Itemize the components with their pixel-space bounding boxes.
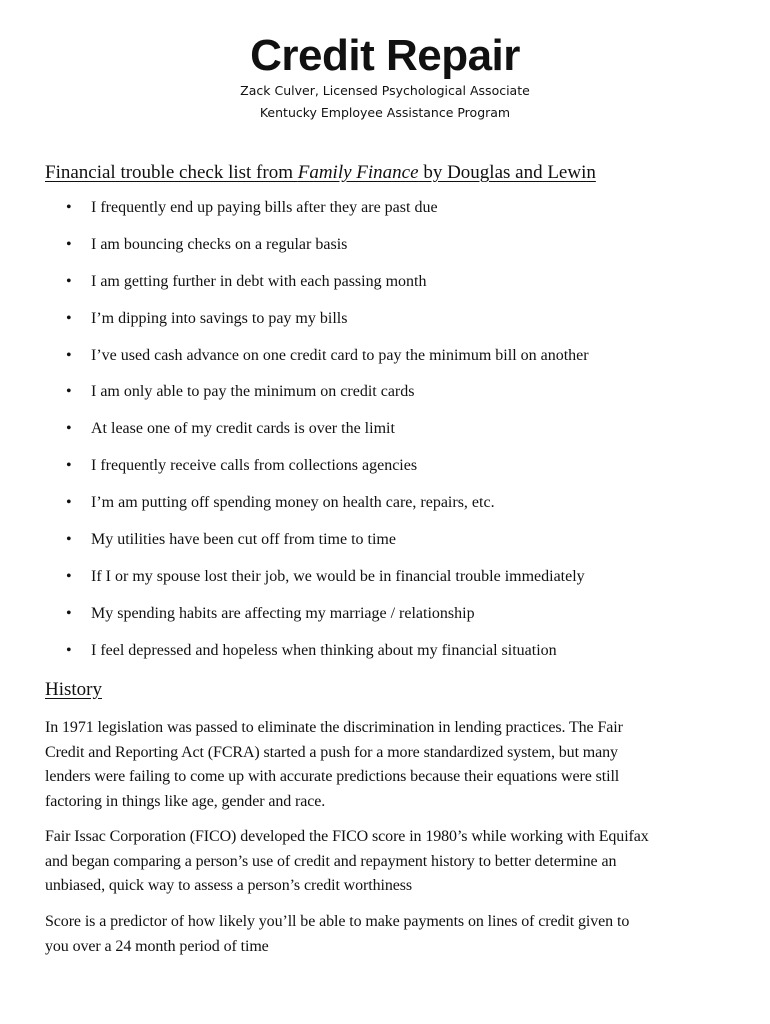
checklist-item xyxy=(0,381,770,418)
checklist-item xyxy=(0,271,770,308)
checklist-item xyxy=(0,492,770,529)
page-title: Credit Repair xyxy=(250,31,520,80)
financial-trouble-checklist xyxy=(0,197,770,677)
bullet-icon: • xyxy=(66,567,72,585)
paragraph-line: Fair Issac Corporation (FICO) developed the FICO score in 1980’s while working with Equifax xyxy=(45,828,649,845)
checklist-item-text: I am getting further in debt with each passing month xyxy=(91,272,427,290)
history-paragraph-score xyxy=(45,910,735,959)
checklist-item xyxy=(0,529,770,566)
checklist-item xyxy=(0,603,770,640)
checklist-heading xyxy=(45,161,596,185)
bullet-icon: • xyxy=(66,346,72,364)
checklist-item-text: My spending habits are affecting my marriage / relationship xyxy=(91,604,475,622)
author-line: Zack Culver, Licensed Psychological Associate xyxy=(240,83,530,98)
paragraph-line: Credit and Reporting Act (FCRA) started a push for a more standardized system, but many xyxy=(45,743,618,761)
bullet-icon: • xyxy=(66,199,72,216)
checklist-item-text: At lease one of my credit cards is over the limit xyxy=(91,420,395,438)
paragraph-line: Score is a predictor of how likely you’ll be able to make payments on lines of credit given to xyxy=(45,913,630,930)
bullet-icon: • xyxy=(66,494,72,512)
bullet-icon: • xyxy=(66,420,72,438)
history-paragraph-fcra xyxy=(45,716,735,814)
checklist-item xyxy=(0,197,770,234)
checklist-item-text: I feel depressed and hopeless when thinking about my financial situation xyxy=(91,641,557,659)
checklist-item xyxy=(0,234,770,271)
bullet-icon: • xyxy=(66,457,72,475)
paragraph-line: lenders were failing to come up with accurate predictions because their equations were still xyxy=(45,768,620,785)
history-heading: History xyxy=(45,679,102,700)
checklist-item-text: I am bouncing checks on a regular basis xyxy=(91,235,348,253)
checklist-heading-prefix: Financial trouble check list from xyxy=(45,162,298,183)
paragraph-line: unbiased, quick way to assess a person’s credit worthiness xyxy=(45,877,413,894)
checklist-item-text: I frequently receive calls from collections agencies xyxy=(91,457,418,475)
checklist-item xyxy=(0,418,770,455)
bullet-icon: • xyxy=(66,383,72,401)
bullet-icon: • xyxy=(66,235,72,253)
paragraph-line: and began comparing a person’s use of credit and repayment history to better determine an xyxy=(45,852,617,870)
checklist-item xyxy=(0,455,770,492)
bullet-icon: • xyxy=(66,309,72,327)
checklist-item xyxy=(0,640,770,677)
paragraph-line: In 1971 legislation was passed to eliminate the discrimination in lending practices. The Fair xyxy=(45,719,623,736)
bullet-icon: • xyxy=(66,531,72,549)
checklist-heading-book-title: Family Finance xyxy=(297,162,419,183)
bullet-icon: • xyxy=(66,272,72,290)
checklist-heading-suffix: by Douglas and Lewin xyxy=(418,162,596,183)
checklist-item-text: I’ve used cash advance on one credit card to pay the minimum bill on another xyxy=(91,346,589,364)
bullet-icon: • xyxy=(66,604,72,622)
checklist-item-text: If I or my spouse lost their job, we would be in financial trouble immediately xyxy=(91,567,585,585)
checklist-item-text: I frequently end up paying bills after they are past due xyxy=(91,199,438,216)
bullet-icon: • xyxy=(66,641,72,659)
checklist-item xyxy=(0,566,770,603)
checklist-item-text: I’m am putting off spending money on health care, repairs, etc. xyxy=(91,494,495,512)
checklist-item xyxy=(0,345,770,382)
checklist-item-text: I am only able to pay the minimum on credit cards xyxy=(91,383,415,401)
organization-line: Kentucky Employee Assistance Program xyxy=(259,105,511,120)
history-paragraph-fico xyxy=(45,825,735,899)
checklist-item-text: I’m dipping into savings to pay my bills xyxy=(91,309,348,327)
paragraph-line: factoring in things like age, gender and race. xyxy=(45,792,326,810)
paragraph-line: you over a 24 month period of time xyxy=(45,937,269,955)
checklist-item xyxy=(0,308,770,345)
checklist-item-text: My utilities have been cut off from time to time xyxy=(91,531,396,549)
